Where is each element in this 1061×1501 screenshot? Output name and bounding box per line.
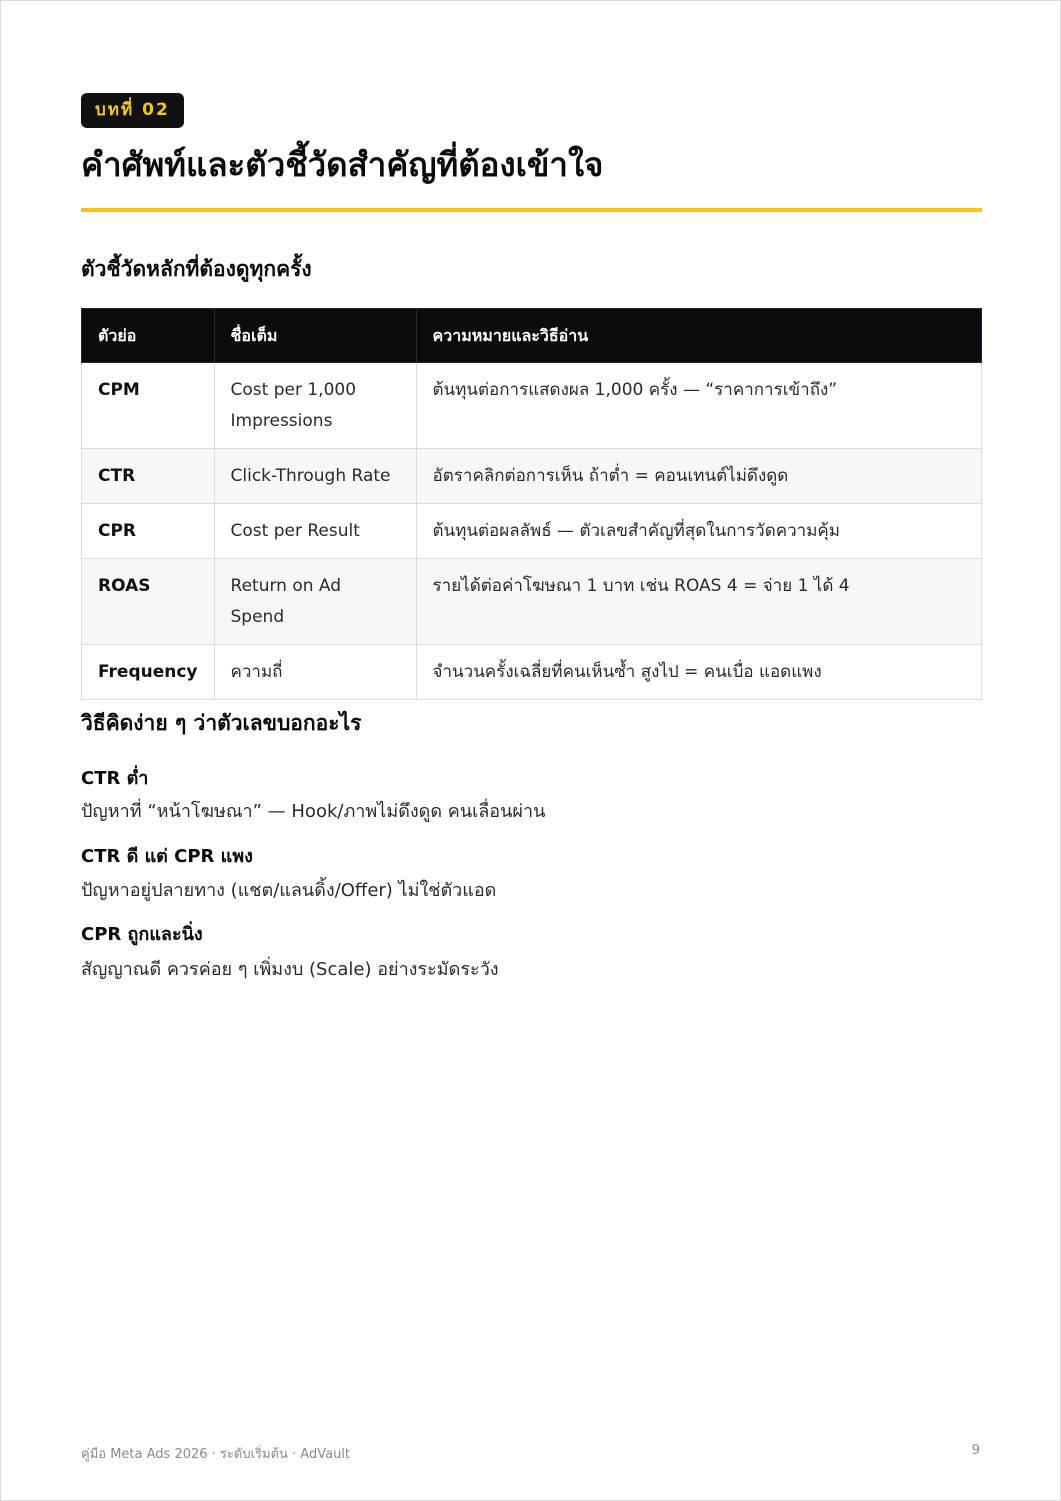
tip-title: CTR ต่ำ [81, 768, 149, 789]
cell-meaning: ต้นทุนต่อผลลัพธ์ — ตัวเลขสำคัญที่สุดในการวัดความคุ้ม [416, 504, 981, 559]
table-row [82, 363, 982, 449]
footer-text: คู่มือ Meta Ads 2026 · ระดับเริ่มต้น · AdVault [81, 1447, 351, 1462]
tip-title: CTR ดี แต่ CPR แพง [81, 846, 253, 867]
cell-full-name: ความถี่ [214, 645, 416, 700]
page-number: 9 [971, 1443, 980, 1458]
metrics-table [81, 308, 982, 700]
cell-abbr: ROAS [82, 559, 215, 645]
table-header-row [82, 309, 982, 363]
cell-meaning: จำนวนครั้งเฉลี่ยที่คนเห็นซ้ำ สูงไป = คนเบื่อ แอดแพง [416, 645, 981, 700]
cell-full-name: Click-Through Rate [214, 449, 416, 504]
cell-full-name: Cost per Result [214, 504, 416, 559]
table-row [82, 559, 982, 645]
cell-abbr: CPM [82, 363, 215, 449]
cell-meaning: อัตราคลิกต่อการเห็น ถ้าต่ำ = คอนเทนต์ไม่ดึงดูด [416, 449, 981, 504]
column-header-full-name: ชื่อเต็ม [214, 309, 416, 363]
cell-abbr: Frequency [82, 645, 215, 700]
cell-abbr: CTR [82, 449, 215, 504]
cell-meaning: รายได้ต่อค่าโฆษณา 1 บาท เช่น ROAS 4 = จ่าย 1 ได้ 4 [416, 559, 981, 645]
title-divider [81, 208, 982, 212]
thinking-section-heading: วิธีคิดง่าย ๆ ว่าตัวเลขบอกอะไร [81, 711, 362, 735]
metrics-section-heading: ตัวชี้วัดหลักที่ต้องดูทุกครั้ง [81, 257, 312, 281]
tip-description: ปัญหาที่ “หน้าโฆษณา” — Hook/ภาพไม่ดึงดูด คนเลื่อนผ่าน [81, 801, 546, 822]
tip-description: สัญญาณดี ควรค่อย ๆ เพิ่มงบ (Scale) อย่างระมัดระวัง [81, 959, 499, 980]
tip-description: ปัญหาอยู่ปลายทาง (แชต/แลนดิ้ง/Offer) ไม่ใช่ตัวแอด [81, 880, 497, 901]
column-header-meaning: ความหมายและวิธีอ่าน [416, 309, 981, 363]
chapter-tag: บทที่ 02 [81, 93, 184, 128]
cell-abbr: CPR [82, 504, 215, 559]
tip-title: CPR ถูกและนิ่ง [81, 924, 203, 945]
table-row [82, 645, 982, 700]
cell-full-name: Return on Ad Spend [214, 559, 416, 645]
table-row [82, 449, 982, 504]
page-title: คำศัพท์และตัวชี้วัดสำคัญที่ต้องเข้าใจ [81, 145, 604, 184]
cell-full-name: Cost per 1,000 Impressions [214, 363, 416, 449]
cell-meaning: ต้นทุนต่อการแสดงผล 1,000 ครั้ง — “ราคาการเข้าถึง” [416, 363, 981, 449]
column-header-abbr: ตัวย่อ [82, 309, 215, 363]
table-row [82, 504, 982, 559]
